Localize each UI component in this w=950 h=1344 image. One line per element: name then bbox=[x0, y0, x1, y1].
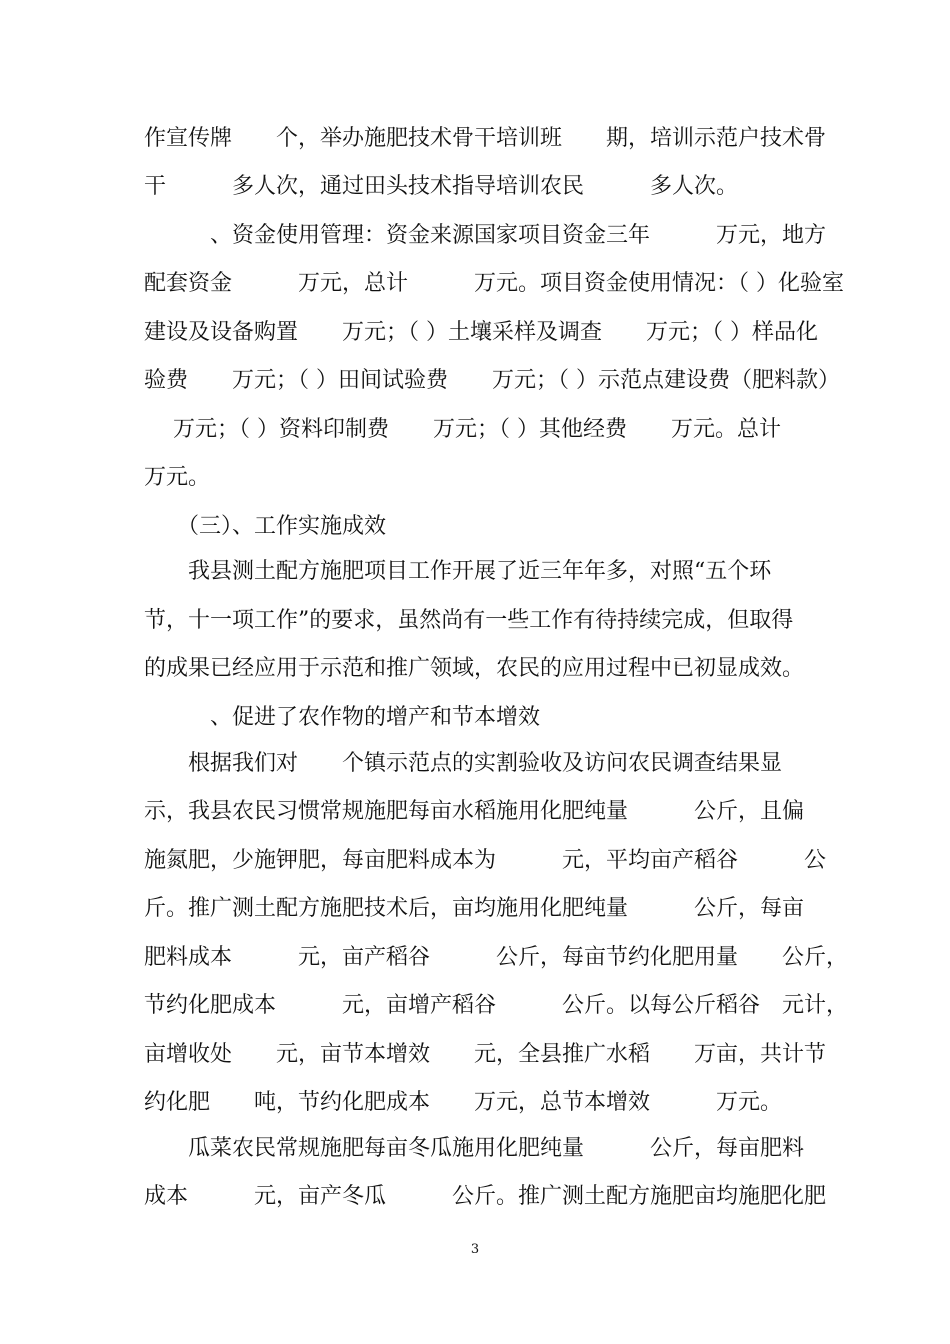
text-line-2: 干 多人次，通过田头技术指导培训农民 多人次。 bbox=[144, 174, 739, 199]
text-line-19: 节约化肥成本 元，亩增产稻谷 公斤。以每公斤稻谷 元计， bbox=[144, 993, 849, 1018]
text-line-5: 建设及设备购置 万元；（ ）土壤采样及调查 万元；（ ）样品化 bbox=[144, 320, 818, 345]
text-line-20: 亩增收处 元，亩节本增效 元，全县推广水稻 万亩，共计节 bbox=[144, 1042, 827, 1067]
text-line-8: 万元。 bbox=[144, 465, 211, 490]
text-line-1: 作宣传牌 个，举办施肥技术骨干培训班 期，培训示范户技术骨 bbox=[144, 126, 827, 151]
text-line-11: 节，十一项工作”的要求，虽然尚有一些工作有待持续完成，但取得 bbox=[144, 608, 794, 633]
text-line-14: 根据我们对 个镇示范点的实割验收及访问农民调查结果显 bbox=[144, 751, 783, 776]
text-line-12: 的成果已经应用于示范和推广领域，农民的应用过程中已初显成效。 bbox=[144, 656, 805, 681]
text-line-16: 施氮肥，少施钾肥，每亩肥料成本为 元，平均亩产稻谷 公 bbox=[144, 848, 827, 873]
text-line-23: 成本 元，亩产冬瓜 公斤。推广测土配方施肥亩均施肥化肥 bbox=[144, 1184, 827, 1209]
text-line-6: 验费 万元；（ ）田间试验费 万元；（ ）示范点建设费（肥料款） bbox=[144, 368, 840, 393]
text-line-17: 斤。推广测土配方施肥技术后，亩均施用化肥纯量 公斤，每亩 bbox=[144, 896, 805, 921]
text-line-18: 肥料成本 元，亩产稻谷 公斤，每亩节约化肥用量 公斤， bbox=[144, 945, 849, 970]
text-line-3: 、资金使用管理：资金来源国家项目资金三年 万元，地方 bbox=[144, 223, 827, 248]
text-line-22: 瓜菜农民常规施肥每亩冬瓜施用化肥纯量 公斤，每亩肥料 bbox=[144, 1136, 805, 1161]
text-line-4: 配套资金 万元，总计 万元。项目资金使用情况：（ ）化验室 bbox=[144, 271, 844, 296]
section-heading: （三）、工作实施成效 bbox=[144, 514, 387, 539]
subsection-heading: 、促进了农作物的增产和节本增效 bbox=[144, 705, 541, 730]
text-line-21: 约化肥 吨，节约化肥成本 万元，总节本增效 万元。 bbox=[144, 1090, 783, 1115]
text-line-15: 示，我县农民习惯常规施肥每亩水稻施用化肥纯量 公斤，且偏 bbox=[144, 799, 805, 824]
text-line-10: 我县测土配方施肥项目工作开展了近三年年多，对照“五个环 bbox=[144, 559, 772, 584]
text-line-7: 万元；（ ）资料印制费 万元；（ ）其他经费 万元。总计 bbox=[144, 417, 781, 442]
page-number: 3 bbox=[470, 1242, 480, 1257]
